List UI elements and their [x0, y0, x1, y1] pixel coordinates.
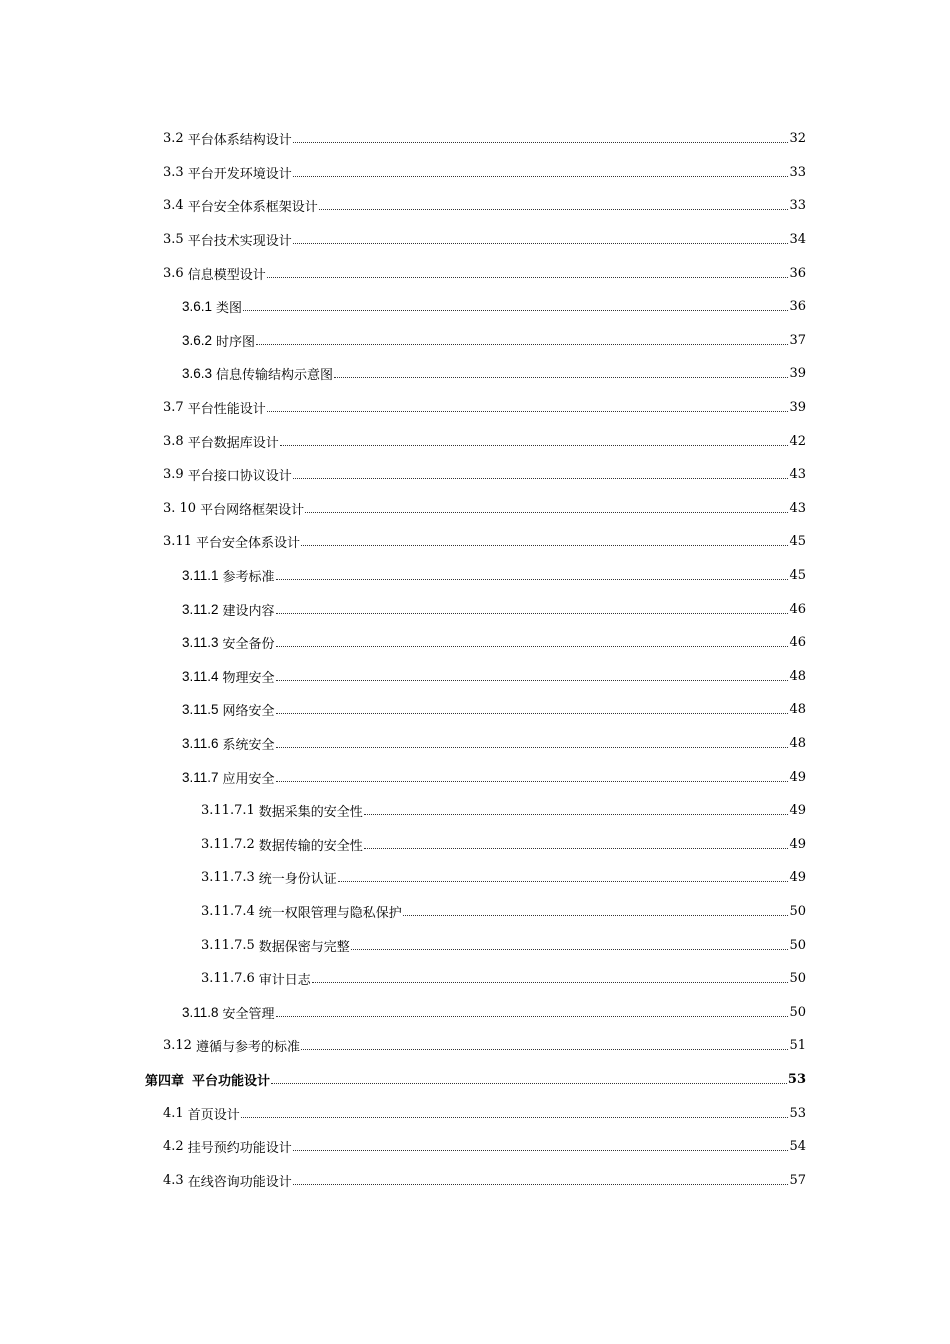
dot-leader — [256, 344, 788, 345]
toc-entry-page-number: 32 — [789, 131, 806, 147]
toc-entry-page-number: 49 — [789, 836, 806, 852]
dot-leader — [403, 915, 789, 916]
toc-entry[interactable] — [0, 660, 950, 694]
toc-entry-page-number: 36 — [789, 265, 806, 281]
toc-entry-title: 统一权限管理与隐私保护 — [258, 905, 402, 921]
toc-entry-page-number: 36 — [789, 299, 806, 315]
toc-entry[interactable] — [0, 122, 950, 156]
dot-leader — [312, 982, 789, 983]
toc-entry-page-number: 42 — [789, 433, 806, 449]
toc-entry[interactable] — [0, 290, 950, 324]
dot-leader — [280, 445, 789, 446]
toc-entry-title: 平台功能设计 — [192, 1073, 271, 1089]
dot-leader — [267, 277, 789, 278]
toc-entry-page-number: 53 — [787, 1071, 806, 1087]
toc-entry[interactable] — [0, 995, 950, 1029]
toc-entry-page-number: 48 — [789, 735, 806, 751]
toc-entry-page-number: 48 — [789, 668, 806, 684]
toc-entry[interactable] — [0, 827, 950, 861]
toc-entry[interactable] — [0, 760, 950, 794]
toc-entry[interactable] — [0, 592, 950, 626]
toc-entry[interactable] — [0, 424, 950, 458]
toc-entry-number: 3.8 — [163, 433, 184, 449]
dot-leader — [271, 1083, 787, 1084]
toc-entry-number: 3.6 — [163, 265, 184, 281]
toc-entry[interactable] — [0, 223, 950, 257]
dot-leader — [338, 881, 789, 882]
toc-entry-page-number: 50 — [789, 903, 806, 919]
dot-leader — [276, 747, 789, 748]
toc-entry[interactable] — [0, 391, 950, 425]
dot-leader — [351, 949, 789, 950]
toc-entry-number: 3.6.3 — [182, 366, 213, 382]
toc-entry-page-number: 43 — [789, 467, 806, 483]
toc-entry-page-number: 39 — [789, 366, 806, 382]
toc-entry[interactable] — [0, 1130, 950, 1164]
toc-entry-page-number: 53 — [789, 1105, 806, 1121]
toc-entry-title: 平台体系结构设计 — [187, 133, 292, 149]
dot-leader — [293, 243, 789, 244]
toc-entry-number: 3.6.2 — [182, 332, 213, 348]
dot-leader — [276, 680, 789, 681]
toc-entry-number: 3.3 — [163, 164, 184, 180]
toc-entry-number: 3.11.7.4 — [201, 903, 255, 919]
toc-entry-title: 安全管理 — [222, 1006, 275, 1022]
toc-entry-title: 审计日志 — [258, 973, 311, 989]
toc-entry-number: 3.12 — [163, 1038, 192, 1054]
toc-entry-title: 参考标准 — [222, 570, 275, 586]
toc-entry[interactable] — [0, 525, 950, 559]
toc-entry-number: 3.11.5 — [182, 702, 219, 718]
toc-entry-number: 3.11 — [163, 534, 192, 550]
toc-entry-title: 网络安全 — [222, 704, 275, 720]
toc-entry-page-number: 33 — [789, 198, 806, 214]
toc-entry-title: 数据保密与完整 — [258, 939, 350, 955]
toc-entry-number: 3.5 — [163, 232, 184, 248]
toc-entry-title: 时序图 — [216, 334, 256, 350]
toc-entry-number: 3.11.1 — [182, 568, 219, 584]
toc-entry-number: 3.11.7 — [182, 769, 219, 785]
toc-entry-title: 平台数据库设计 — [187, 435, 279, 451]
toc-entry-title: 类图 — [216, 301, 243, 317]
toc-entry-number: 3.11.7.2 — [201, 836, 255, 852]
toc-entry-number: 第四章 — [145, 1073, 185, 1089]
toc-entry-number: 3.11.2 — [182, 601, 219, 617]
dot-leader — [276, 579, 789, 580]
toc-entry-number: 3.11.7.3 — [201, 870, 255, 886]
dot-leader — [301, 1049, 788, 1050]
toc-entry-number: 3.7 — [163, 400, 184, 416]
toc-entry[interactable] — [0, 626, 950, 660]
toc-entry-page-number: 39 — [789, 400, 806, 416]
toc-entry-title: 物理安全 — [222, 670, 275, 686]
dot-leader — [293, 1150, 789, 1151]
toc-entry[interactable] — [0, 895, 950, 929]
dot-leader — [293, 1184, 789, 1185]
toc-entry-page-number: 50 — [789, 971, 806, 987]
toc-entry-page-number: 45 — [789, 534, 806, 550]
toc-entry[interactable] — [0, 458, 950, 492]
dot-leader — [301, 545, 788, 546]
dot-leader — [364, 814, 789, 815]
toc-entry-title: 安全备份 — [222, 637, 275, 653]
dot-leader — [276, 781, 789, 782]
toc-entry-page-number: 49 — [789, 870, 806, 886]
toc-entry[interactable] — [0, 256, 950, 290]
toc-entry[interactable] — [0, 693, 950, 727]
toc-entry-page-number: 57 — [789, 1172, 806, 1188]
toc-entry-page-number: 34 — [789, 232, 806, 248]
dot-leader — [305, 512, 788, 513]
toc-entry-title: 信息传输结构示意图 — [216, 368, 334, 384]
toc-entry-number: 4.2 — [163, 1139, 184, 1155]
toc-entry-title: 首页设计 — [187, 1107, 240, 1123]
dot-leader — [293, 176, 789, 177]
toc-entry[interactable] — [0, 1063, 950, 1097]
dot-leader — [276, 713, 789, 714]
toc-entry-number: 3.11.3 — [182, 635, 219, 651]
toc-entry-number: 3.11.8 — [182, 1004, 219, 1020]
toc-entry-title: 平台技术实现设计 — [187, 234, 292, 250]
toc-entry-number: 3.9 — [163, 467, 184, 483]
dot-leader — [319, 209, 789, 210]
toc-entry-page-number: 33 — [789, 164, 806, 180]
dot-leader — [293, 142, 789, 143]
toc-entry-title: 平台安全体系设计 — [195, 536, 300, 552]
toc-entry-number: 4.1 — [163, 1105, 184, 1121]
dot-leader — [243, 310, 788, 311]
toc-entry-title: 在线咨询功能设计 — [187, 1174, 292, 1190]
toc-entry-page-number: 51 — [789, 1038, 806, 1054]
toc-entry-number: 3.11.7.6 — [201, 971, 255, 987]
dot-leader — [267, 411, 789, 412]
toc-entry-number: 3.11.6 — [182, 735, 219, 751]
toc-entry-page-number: 50 — [789, 1004, 806, 1020]
toc-entry-number: 3.11.4 — [182, 668, 219, 684]
toc-entry-title: 数据传输的安全性 — [258, 838, 363, 854]
toc-entry-title: 建设内容 — [222, 603, 275, 619]
toc-entry-page-number: 49 — [789, 803, 806, 819]
toc-entry-page-number: 49 — [789, 769, 806, 785]
dot-leader — [276, 1016, 789, 1017]
toc-entry[interactable] — [0, 357, 950, 391]
toc-entry[interactable] — [0, 1096, 950, 1130]
toc-entry[interactable] — [0, 794, 950, 828]
toc-entry-page-number: 45 — [789, 568, 806, 584]
toc-entry-title: 平台网络框架设计 — [200, 502, 305, 518]
toc-entry-number: 4.3 — [163, 1172, 184, 1188]
toc-entry-number: 3.11.7.5 — [201, 937, 255, 953]
toc-entry-page-number: 46 — [789, 635, 806, 651]
dot-leader — [334, 377, 788, 378]
dot-leader — [241, 1117, 789, 1118]
toc-entry-page-number: 48 — [789, 702, 806, 718]
toc-entry[interactable] — [0, 156, 950, 190]
toc-entry-number: 3.2 — [163, 131, 184, 147]
toc-entry-page-number: 46 — [789, 601, 806, 617]
toc-entry-title: 平台开发环境设计 — [187, 166, 292, 182]
toc-entry-title: 应用安全 — [222, 771, 275, 787]
toc-entry-title: 统一身份认证 — [258, 872, 337, 888]
toc-entry-title: 数据采集的安全性 — [258, 805, 363, 821]
dot-leader — [293, 478, 789, 479]
toc-entry-number: 3. 10 — [163, 500, 197, 516]
toc-entry[interactable] — [0, 189, 950, 223]
toc-entry-title: 挂号预约功能设计 — [187, 1141, 292, 1157]
dot-leader — [364, 848, 789, 849]
toc-entry[interactable] — [0, 1163, 950, 1197]
toc-entry-title: 平台安全体系框架设计 — [187, 200, 318, 216]
toc-entry-title: 信息模型设计 — [187, 267, 266, 283]
toc-entry-title: 平台接口协议设计 — [187, 469, 292, 485]
toc-entry-page-number: 50 — [789, 937, 806, 953]
toc-entry-page-number: 37 — [789, 332, 806, 348]
toc-entry-title: 系统安全 — [222, 737, 275, 753]
toc-entry-page-number: 43 — [789, 500, 806, 516]
dot-leader — [276, 646, 789, 647]
toc-entry-number: 3.4 — [163, 198, 184, 214]
toc-entry[interactable] — [0, 861, 950, 895]
toc-entry-title: 遵循与参考的标准 — [195, 1040, 300, 1056]
table-of-contents — [0, 122, 950, 1197]
toc-entry[interactable] — [0, 727, 950, 761]
dot-leader — [276, 613, 789, 614]
toc-entry[interactable] — [0, 492, 950, 526]
toc-entry-page-number: 54 — [789, 1139, 806, 1155]
toc-entry[interactable] — [0, 962, 950, 996]
toc-entry[interactable] — [0, 559, 950, 593]
toc-entry[interactable] — [0, 928, 950, 962]
toc-entry[interactable] — [0, 324, 950, 358]
toc-entry-number: 3.6.1 — [182, 299, 213, 315]
toc-entry-title: 平台性能设计 — [187, 402, 266, 418]
toc-entry[interactable] — [0, 1029, 950, 1063]
toc-entry-number: 3.11.7.1 — [201, 803, 255, 819]
